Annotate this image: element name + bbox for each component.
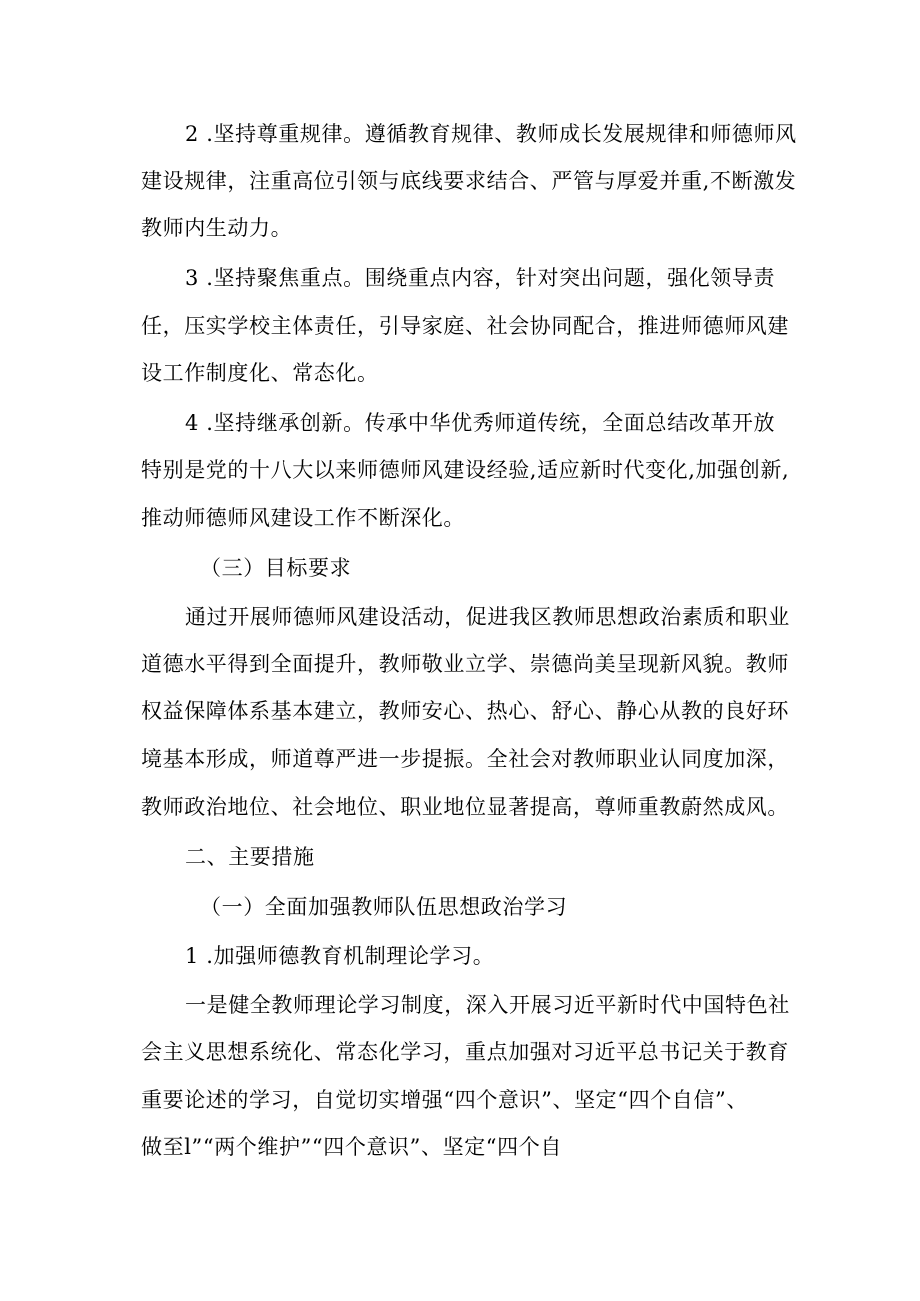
paragraph-line: 4 .坚持继承创新。传承中华优秀师道传统，全面总结改革开放	[185, 411, 776, 435]
paragraph-line: 通过开展师德师风建设活动，促进我区教师思想政治素质和职业	[185, 605, 790, 629]
paragraph-line: 建设规律，注重高位引领与底线要求结合、严管与厚爱并重,不断激发	[141, 169, 797, 193]
section-heading: （一）全面加强教师队伍思想政治学习	[200, 895, 568, 919]
paragraph-line: 境基本形成，师道尊严进一步提振。全社会对教师职业认同度加深，	[141, 747, 789, 771]
paragraph-line: 1 .加强师德教育机制理论学习。	[185, 944, 495, 968]
paragraph-line: 一是健全教师理论学习制度，深入开展习近平新时代中国特色社	[185, 993, 790, 1017]
paragraph-line: 教师内生动力。	[141, 216, 293, 240]
section-heading: （三）目标要求	[200, 556, 352, 580]
paragraph-line: 3 .坚持聚焦重点。围绕重点内容，针对突出问题，强化领导责	[185, 266, 776, 290]
paragraph-line: 重要论述的学习，自觉切实增强“四个意识”、坚定“四个自信”、	[141, 1088, 748, 1112]
paragraph-line: 2 .坚持尊重规律。遵循教育规律、教师成长发展规律和师德师风	[185, 122, 797, 146]
paragraph-line: 道德水平得到全面提升，教师敬业立学、崇德尚美呈现新风貌。教师	[141, 652, 789, 676]
paragraph-line: 特别是党的十八大以来师德师风建设经验,适应新时代变化,加强创新,	[141, 458, 790, 482]
paragraph-line: 权益保障体系基本建立，教师安心、热心、舒心、静心从教的良好环	[141, 699, 789, 723]
paragraph-line: 任，压实学校主体责任，引导家庭、社会协同配合，推进师德师风建	[141, 314, 789, 338]
paragraph-line: 设工作制度化、常态化。	[141, 361, 379, 385]
paragraph-line: 推动师德师风建设工作不断深化。	[141, 506, 465, 530]
paragraph-line: 做至l”“两个维护”“四个意识”、坚定“四个自	[141, 1135, 562, 1159]
section-heading: 二、主要措施	[185, 845, 315, 869]
paragraph-line: 会主义思想系统化、常态化学习，重点加强对习近平总书记关于教育	[141, 1040, 789, 1064]
paragraph-line: 教师政治地位、社会地位、职业地位显著提高，尊师重教蔚然成风。	[141, 795, 789, 819]
